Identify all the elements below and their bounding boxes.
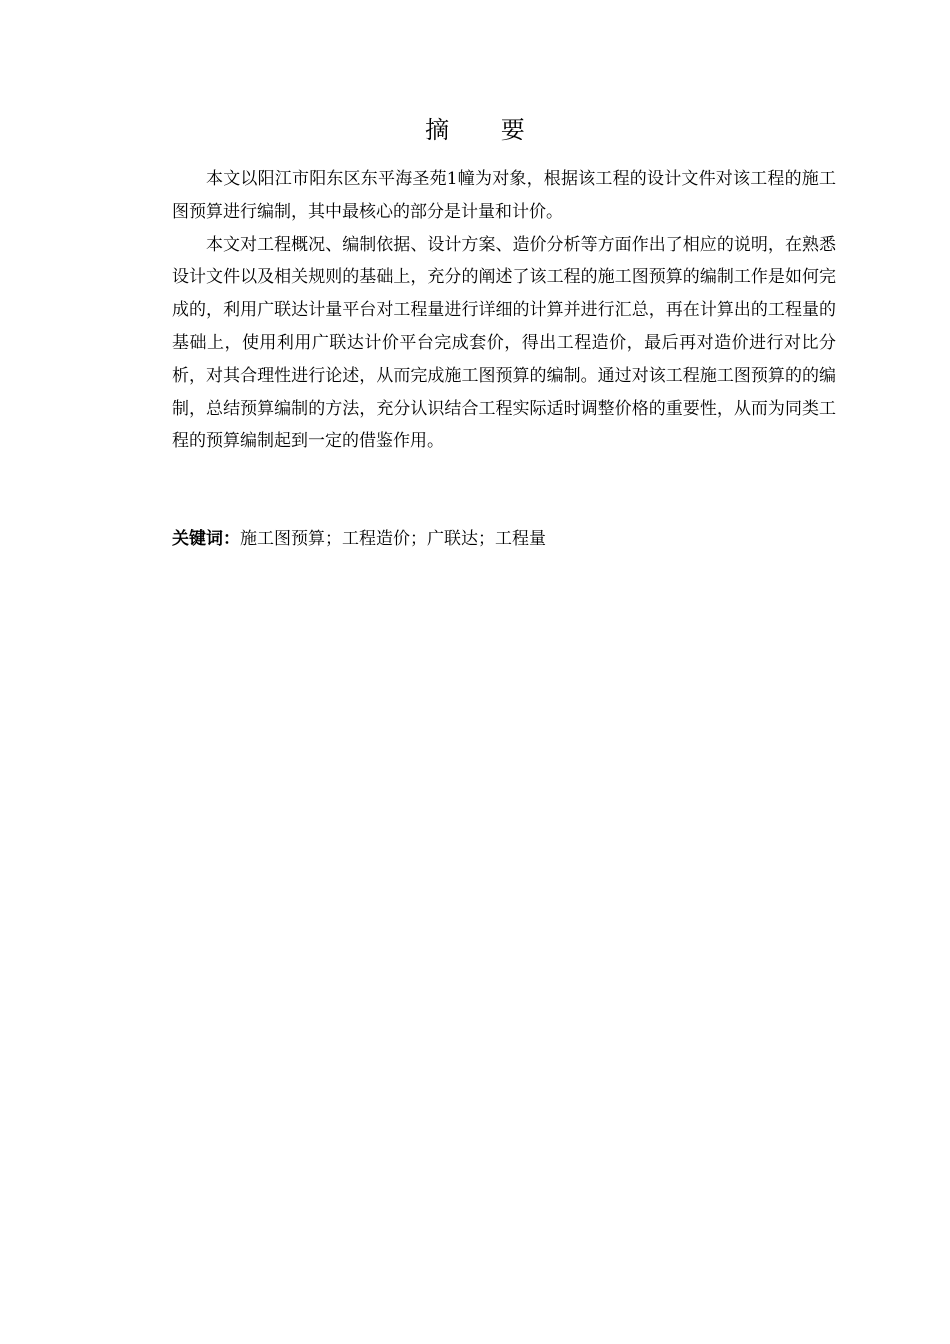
keywords-list: 施工图预算；工程造价；广联达；工程量 — [240, 529, 546, 549]
abstract-title: 摘 要 — [425, 116, 547, 144]
abstract-paragraph-2: 本文对工程概况、编制依据、设计方案、造价分析等方面作出了相应的说明，在熟悉设计文件以及相关规则的基础上，充分的阐述了该工程的施工图预算的编制工作是如何完成的，利用广联达计量平台对工程量进行详细的计算并进行汇总，再在计算出的工程量的基础上，使用利用广联达计价平台完成套价，得出工程造价，最后再对造价进行对比分析，对其合理性进行论述，从而完成施工图预算的编制。通过对该工程施工图预算的的编制，总结预算编制的方法，充分认识结合工程实际适时调整价格的重要性，从而为同类工程的预算编制起到一定的借鉴作用。 — [172, 234, 836, 452]
abstract-paragraph-1: 本文以阳江市阳东区东平海圣苑1幢为对象，根据该工程的设计文件对该工程的施工图预算进行编制，其中最核心的部分是计量和计价。 — [172, 169, 836, 222]
keywords-label: 关键词： — [172, 529, 240, 549]
keywords-line — [172, 523, 836, 555]
abstract-body — [172, 163, 836, 458]
